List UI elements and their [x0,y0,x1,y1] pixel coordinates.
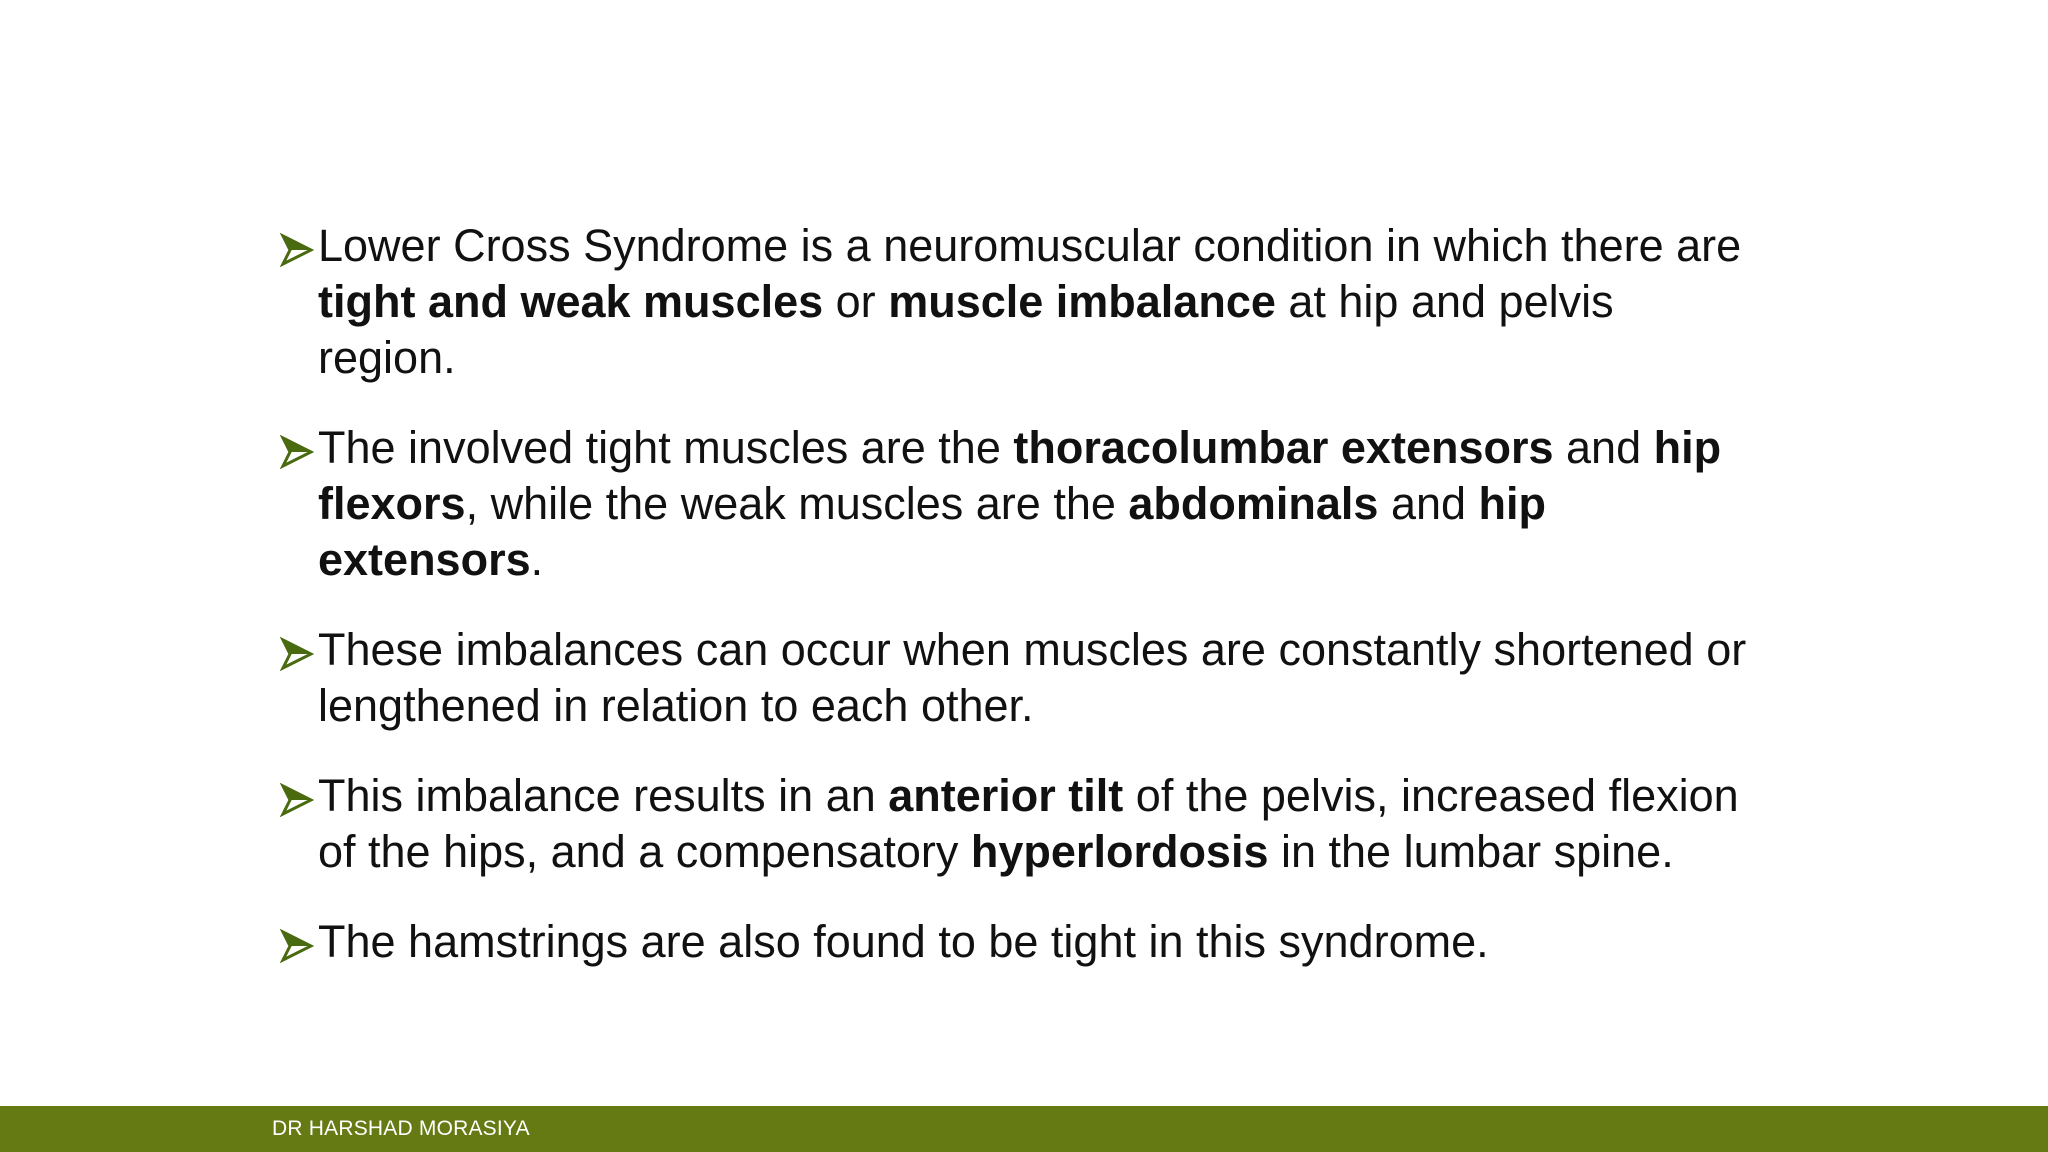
bullet-bold-term: hyperlordosis [970,826,1269,877]
bullet-bold-term: anterior tilt [888,770,1124,821]
bullet-bold-term: thoracolumbar extensors [1013,422,1554,473]
bullet-bold-term: tight and weak muscles [318,276,824,327]
bullet-text-run: at hip and pelvis region. [318,276,1614,383]
arrow-bullet-icon [280,780,316,820]
bullet-text [318,420,1760,588]
bullet-text [318,768,1760,880]
bullet-bold-term: hip flexors [318,422,1722,529]
footer-bar [0,1106,2048,1152]
bullet-item [280,420,1760,588]
bullet-item [280,622,1760,734]
bullet-bold-term: hip extensors [318,478,1547,585]
bullet-text-run: and [1378,478,1479,529]
bullet-text-run: and [1553,422,1654,473]
arrow-bullet-icon [280,634,316,674]
arrow-bullet-icon [280,926,316,966]
bullet-text [318,622,1760,734]
bullet-bold-term: muscle imbalance [888,276,1276,327]
arrow-bullet-icon [280,432,316,472]
bullet-text [318,914,1489,970]
bullet-text-run: or [823,276,889,327]
arrow-bullet-icon [280,230,316,270]
bullet-text-run: The hamstrings are also found to be tight in this syndrome. [318,916,1489,967]
bullet-list [280,218,1760,1004]
bullet-text-run: This imbalance results in an [318,770,889,821]
bullet-item [280,768,1760,880]
bullet-item [280,218,1760,386]
bullet-text-run: , while the weak muscles are the [465,478,1129,529]
bullet-text-run: These imbalances can occur when muscles are constantly shortened or lengthened in relation to each other. [318,624,1747,731]
bullet-text-run: The involved tight muscles are the [318,422,1014,473]
bullet-text-run: in the lumbar spine. [1268,826,1674,877]
bullet-text-run: of the pelvis, increased flexion of the hips, and a compensatory [318,770,1739,877]
bullet-text-run: . [530,534,544,585]
bullet-bold-term: abdominals [1128,478,1379,529]
bullet-item [280,914,1760,970]
bullet-text [318,218,1760,386]
footer-author: DR HARSHAD MORASIYA [272,1117,530,1140]
bullet-text-run: Lower Cross Syndrome is a neuromuscular condition in which there are [318,220,1742,271]
